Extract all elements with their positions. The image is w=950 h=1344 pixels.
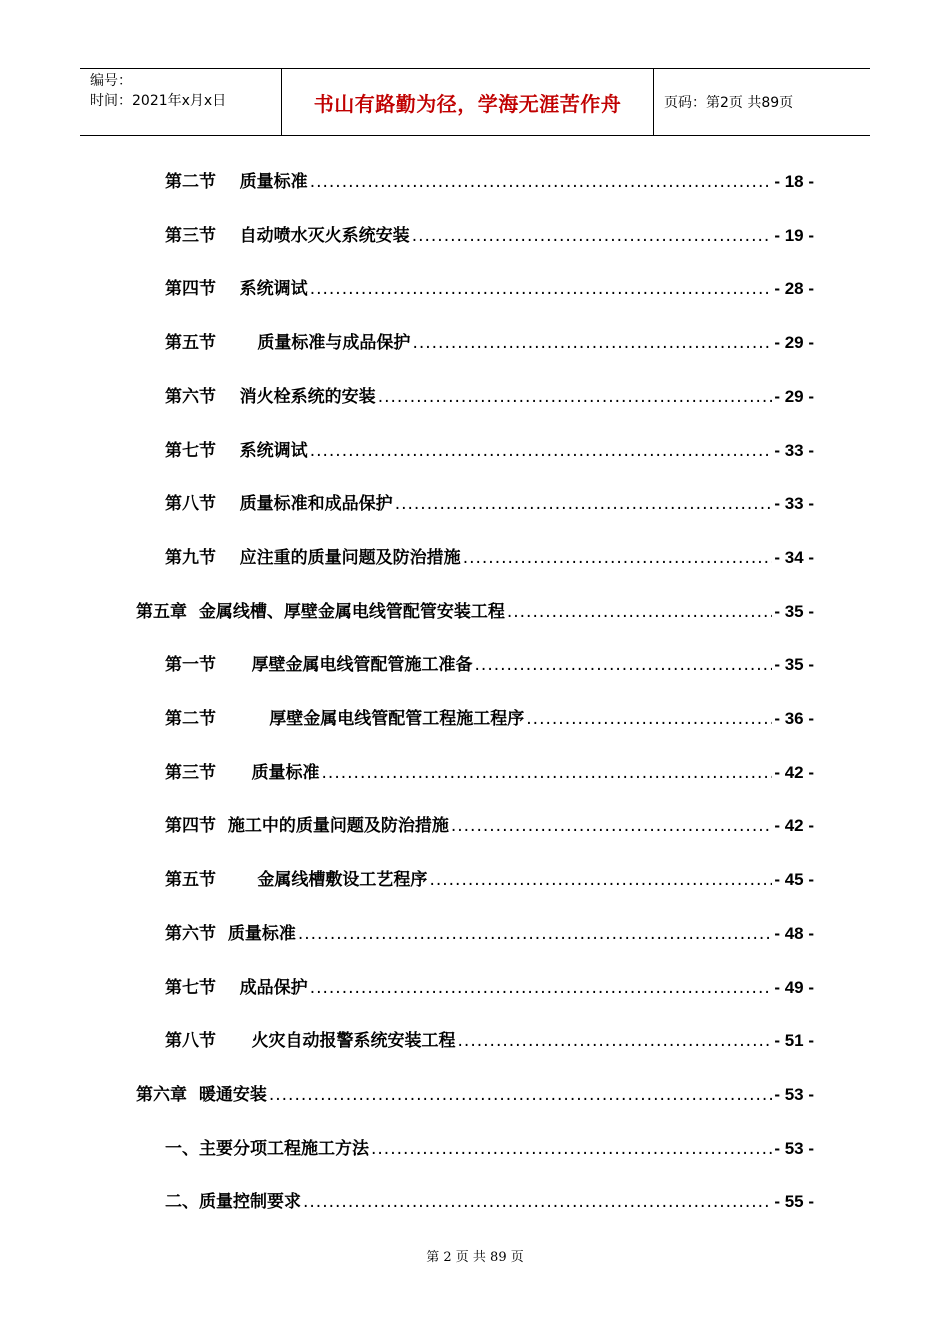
toc-entry-label: 第二节 厚壁金属电线管配管工程施工程序 xyxy=(165,709,525,729)
toc-entry-label: 第六节 消火栓系统的安装 xyxy=(165,386,376,407)
toc-entry-page: - 53 - xyxy=(774,1138,814,1158)
toc-entry-page: - 18 - xyxy=(774,172,814,191)
toc-entry[interactable] xyxy=(165,920,814,948)
toc-leader-dots xyxy=(395,490,773,518)
toc-entry-page: - 53 - xyxy=(774,1084,814,1104)
toc-leader-dots xyxy=(269,1081,772,1109)
header-motto-cell xyxy=(282,69,654,135)
serial-label: 编号： xyxy=(90,73,132,89)
toc-entry-page: - 28 - xyxy=(774,279,814,299)
toc-entry-label: 第三节 自动喷水灭火系统安装 xyxy=(165,225,410,246)
toc-entry-page: - 33 - xyxy=(774,440,814,460)
toc-entry[interactable] xyxy=(165,759,814,787)
toc-entry[interactable] xyxy=(165,437,814,465)
toc-entry-page: - 55 - xyxy=(774,1192,814,1212)
toc-entry-label: 第三节 质量标准 xyxy=(165,762,320,783)
page-footer: 第 2 页 共 89 页 xyxy=(426,1250,524,1265)
toc-entry-page: - 42 - xyxy=(774,762,814,782)
header-motto: 书山有路勤为径，学海无涯苦作舟 xyxy=(313,91,622,116)
toc-entry[interactable] xyxy=(136,598,814,626)
toc-entry[interactable] xyxy=(165,1135,814,1163)
toc-entry-page: - 49 - xyxy=(774,977,814,997)
toc-entry[interactable] xyxy=(165,168,814,196)
toc-leader-dots xyxy=(412,222,773,250)
toc-entry[interactable] xyxy=(165,544,814,572)
toc-leader-dots xyxy=(322,759,773,787)
toc-leader-dots xyxy=(310,974,773,1002)
toc-entry-label: 第二节 质量标准 xyxy=(165,172,308,192)
toc-entry-label: 第七节 成品保护 xyxy=(165,977,308,998)
time-label: 时间：2021年x月x日 xyxy=(90,93,227,109)
toc-entry[interactable] xyxy=(165,974,814,1002)
header-meta xyxy=(80,69,282,135)
toc-entry-label: 二、质量控制要求 xyxy=(165,1192,301,1213)
toc-entry-label: 第七节 系统调试 xyxy=(165,440,308,461)
toc-entry[interactable] xyxy=(165,866,814,894)
toc-entry[interactable] xyxy=(165,222,814,250)
toc-leader-dots xyxy=(451,812,772,840)
toc-entry-page: - 34 - xyxy=(774,547,814,567)
toc-leader-dots xyxy=(298,920,772,948)
toc-entry-page: - 29 - xyxy=(774,386,814,406)
toc-entry[interactable] xyxy=(165,329,814,357)
toc-entry-page: - 51 - xyxy=(774,1031,814,1051)
toc-entry-label: 第八节 火灾自动报警系统安装工程 xyxy=(165,1031,456,1052)
toc-entry[interactable] xyxy=(165,490,814,518)
toc-leader-dots xyxy=(303,1188,772,1216)
toc-leader-dots xyxy=(458,1027,773,1055)
toc-entry[interactable] xyxy=(165,651,814,679)
toc-entry-label: 第九节 应注重的质量问题及防治措施 xyxy=(165,547,461,568)
toc-entry-label: 一、主要分项工程施工方法 xyxy=(165,1138,369,1159)
toc-entry-label: 第四节 施工中的质量问题及防治措施 xyxy=(165,816,449,837)
toc-entry-page: - 42 - xyxy=(774,816,814,836)
toc-entry-page: - 36 - xyxy=(774,709,814,728)
toc-leader-dots xyxy=(371,1135,772,1163)
toc-leader-dots xyxy=(310,168,773,196)
toc-entry-label: 第五节 质量标准与成品保护 xyxy=(165,333,411,354)
toc-leader-dots xyxy=(310,437,773,465)
toc-entry[interactable] xyxy=(136,1081,814,1109)
toc-entry-label: 第六章 暖通安装 xyxy=(136,1084,267,1105)
toc-entry-page: - 33 - xyxy=(774,494,814,514)
toc-entry-label: 第五节 金属线槽敷设工艺程序 xyxy=(165,870,428,891)
toc-entry[interactable] xyxy=(165,812,814,840)
toc-leader-dots xyxy=(310,275,773,303)
toc-entry-label: 第五章 金属线槽、厚壁金属电线管配管安装工程 xyxy=(136,601,505,622)
toc-entry-page: - 29 - xyxy=(774,333,814,353)
toc-leader-dots xyxy=(412,329,772,357)
header-page-info: 页码：第2页 共89页 xyxy=(664,95,794,111)
toc-entry[interactable] xyxy=(165,1027,814,1055)
toc-entry-page: - 35 - xyxy=(774,655,814,675)
toc-entry-page: - 45 - xyxy=(774,870,814,890)
toc-leader-dots xyxy=(475,651,773,679)
toc-leader-dots xyxy=(463,544,773,572)
toc-entry-label: 第八节 质量标准和成品保护 xyxy=(165,494,393,515)
toc-entry-label: 第六节 质量标准 xyxy=(165,923,296,944)
toc-entry-label: 第四节 系统调试 xyxy=(165,279,308,300)
toc-leader-dots xyxy=(526,705,772,733)
toc-entry[interactable] xyxy=(165,275,814,303)
toc-entry[interactable] xyxy=(165,383,814,411)
toc-entry-page: - 19 - xyxy=(774,225,814,245)
toc-leader-dots xyxy=(507,598,772,626)
toc-entry-page: - 35 - xyxy=(774,601,814,621)
page-header xyxy=(80,68,870,136)
toc-entry-page: - 48 - xyxy=(774,923,814,943)
toc-entry[interactable] xyxy=(165,1188,814,1216)
toc-leader-dots xyxy=(378,383,773,411)
toc-leader-dots xyxy=(429,866,772,894)
toc-entry[interactable] xyxy=(165,705,814,733)
toc-entry-label: 第一节 厚壁金属电线管配管施工准备 xyxy=(165,655,473,676)
